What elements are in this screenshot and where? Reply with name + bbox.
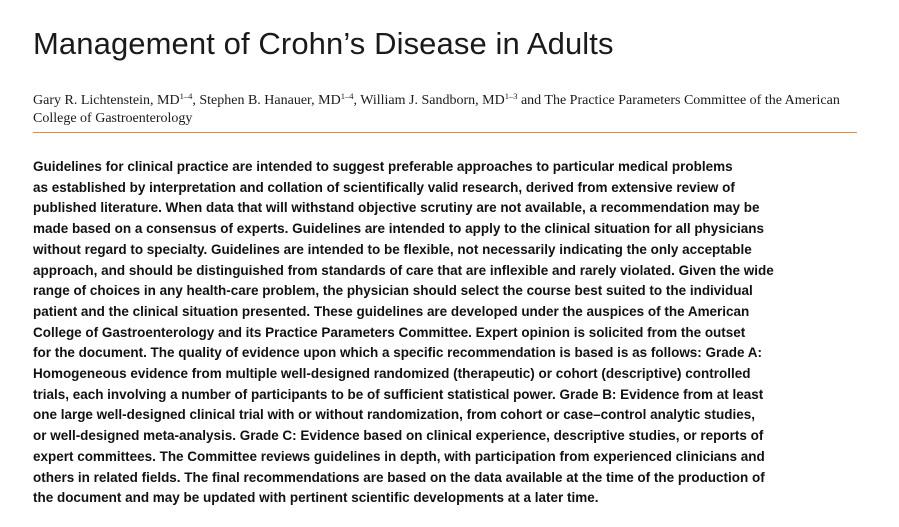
author-list: [33, 92, 863, 128]
abstract-line: made based on a consensus of experts. Guidelines are intended to apply to the clinical situation for all physicians: [33, 221, 764, 238]
article-title: Management of Crohn’s Disease in Adults: [33, 26, 614, 61]
abstract: [33, 157, 850, 509]
author-affiliation: 1–3: [504, 91, 518, 101]
abstract-line: for the document. The quality of evidence upon which a specific recommendation is based is as follows: Grade A:: [33, 345, 762, 362]
abstract-line: approach, and should be distinguished from standards of care that are inflexible and rarely violated. Given the wide: [33, 262, 774, 279]
abstract-line: published literature. When data that will withstand objective scrutiny are not available, a recommendation may be: [33, 200, 760, 217]
abstract-line: the document and may be updated with pertinent scientific developments at a later time.: [33, 490, 599, 507]
author-separator: ,: [353, 93, 361, 108]
abstract-line: as established by interpretation and collation of scientifically valid research, derived from extensive review of: [33, 179, 735, 196]
abstract-line: without regard to specialty. Guidelines are intended to be flexible, not necessarily indicating the only acceptable: [33, 241, 752, 258]
abstract-line: trials, each involving a number of participants to be of sufficient statistical power. Grade B: Evidence from at least: [33, 386, 764, 403]
author-separator: ,: [192, 93, 200, 108]
abstract-line: one large well-designed clinical trial with or without randomization, from cohort or case–control analytic studies,: [33, 407, 755, 424]
header-divider: [33, 132, 857, 133]
abstract-line: range of choices in any health-care problem, the physician should select the course best suited to the individual: [33, 283, 753, 300]
author-affiliation: 1–4: [340, 91, 354, 101]
author-affiliation: 1–4: [179, 91, 193, 101]
abstract-line: others in related fields. The final recommendations are based on the data available at the time of the production of: [33, 469, 765, 486]
author-committee: and The Practice Parameters Committee of the American College of Gastroenterology: [33, 93, 840, 126]
abstract-line: College of Gastroenterology and its Practice Parameters Committee. Expert opinion is solicited from the outset: [33, 324, 746, 341]
author-name: Stephen B. Hanauer, MD: [199, 93, 341, 108]
author-name: William J. Sandborn, MD: [360, 93, 505, 108]
abstract-line: Guidelines for clinical practice are intended to suggest preferable approaches to particular medical problems: [33, 159, 733, 175]
abstract-line: or well-designed meta-analysis. Grade C: Evidence based on clinical experience, descriptive studies, or reports of: [33, 428, 764, 445]
abstract-line: patient and the clinical situation presented. These guidelines are developed under the auspices of the American: [33, 303, 750, 320]
abstract-line: expert committees. The Committee reviews guidelines in depth, with participation from experienced clinicians and: [33, 448, 765, 465]
abstract-line: Homogeneous evidence from multiple well-designed randomized (therapeutic) or cohort (descriptive) controlled: [33, 366, 751, 383]
author-name: Gary R. Lichtenstein, MD: [33, 93, 180, 108]
